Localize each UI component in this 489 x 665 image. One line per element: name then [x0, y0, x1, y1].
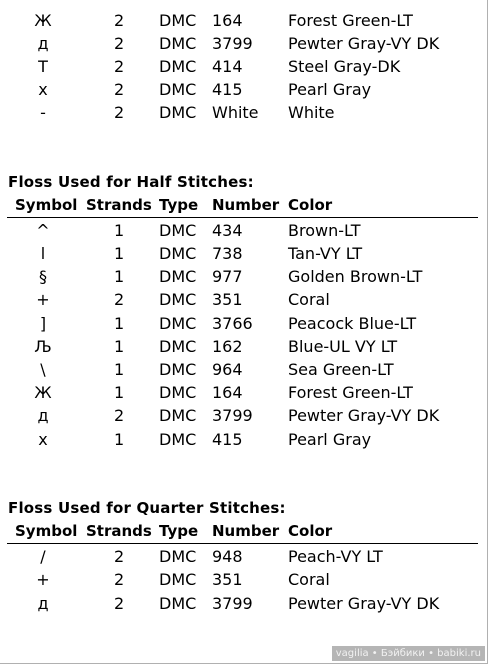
type-cell: DMC	[159, 221, 197, 240]
header-symbol: Symbol	[15, 196, 78, 214]
number-cell: 3799	[212, 594, 253, 613]
color-cell: Forest Green-LT	[288, 11, 413, 30]
symbol-cell: д	[37, 594, 49, 613]
table-row	[0, 312, 489, 335]
symbol-cell: +	[36, 570, 50, 589]
number-cell: 3799	[212, 406, 253, 425]
symbol-cell: -	[40, 103, 46, 122]
color-cell: Tan-VY LT	[288, 244, 363, 263]
table-row	[0, 545, 489, 568]
header-symbol: Symbol	[15, 522, 78, 540]
number-cell: 3766	[212, 314, 253, 333]
table-row	[0, 101, 489, 124]
type-cell: DMC	[159, 57, 197, 76]
color-cell: Steel Gray-DK	[288, 57, 401, 76]
strands-cell: 2	[114, 290, 125, 309]
strands-cell: 1	[114, 337, 125, 356]
symbol-cell: Ж	[34, 11, 52, 30]
number-cell: 414	[212, 57, 243, 76]
number-cell: 434	[212, 221, 243, 240]
color-cell: Pewter Gray-VY DK	[288, 406, 440, 425]
strands-cell: 1	[114, 430, 125, 449]
strands-cell: 2	[114, 406, 125, 425]
type-cell: DMC	[159, 430, 197, 449]
section-title: Floss Used for Half Stitches:	[8, 173, 254, 191]
color-cell: Blue-UL VY LT	[288, 337, 398, 356]
symbol-cell: д	[37, 406, 49, 425]
strands-cell: 2	[114, 103, 125, 122]
table-header	[0, 194, 489, 216]
strands-cell: 1	[114, 360, 125, 379]
symbol-cell: ^	[36, 221, 50, 240]
strands-cell: 2	[114, 570, 125, 589]
type-cell: DMC	[159, 244, 197, 263]
header-type: Type	[159, 522, 199, 540]
table-row	[0, 9, 489, 32]
symbol-cell: x	[38, 430, 48, 449]
symbol-cell: Љ	[34, 337, 52, 356]
strands-cell: 2	[114, 11, 125, 30]
strands-cell: 2	[114, 34, 125, 53]
type-cell: DMC	[159, 290, 197, 309]
symbol-cell: x	[38, 80, 48, 99]
symbol-cell: §	[39, 267, 47, 286]
header-color: Color	[288, 196, 333, 214]
table-row	[0, 32, 489, 55]
number-cell: 415	[212, 80, 243, 99]
header-type: Type	[159, 196, 199, 214]
number-cell: White	[212, 103, 259, 122]
header-strands: Strands	[86, 196, 152, 214]
symbol-cell: l	[40, 244, 46, 263]
color-cell: Coral	[288, 570, 330, 589]
strands-cell: 2	[114, 594, 125, 613]
type-cell: DMC	[159, 267, 197, 286]
table-row	[0, 78, 489, 101]
strands-cell: 2	[114, 57, 125, 76]
number-cell: 164	[212, 383, 243, 402]
number-cell: 948	[212, 547, 243, 566]
strands-cell: 1	[114, 244, 125, 263]
number-cell: 415	[212, 430, 243, 449]
type-cell: DMC	[159, 594, 197, 613]
header-number: Number	[212, 522, 280, 540]
color-cell: White	[288, 103, 335, 122]
number-cell: 351	[212, 570, 243, 589]
section-title: Floss Used for Quarter Stitches:	[8, 499, 286, 517]
table-row	[0, 242, 489, 265]
table-row	[0, 288, 489, 311]
type-cell: DMC	[159, 337, 197, 356]
symbol-cell: \	[40, 360, 46, 379]
table-row	[0, 55, 489, 78]
color-cell: Forest Green-LT	[288, 383, 413, 402]
color-cell: Peach-VY LT	[288, 547, 383, 566]
type-cell: DMC	[159, 383, 197, 402]
symbol-cell: +	[36, 290, 50, 309]
symbol-cell: ]	[39, 314, 47, 333]
table-header	[0, 520, 489, 542]
type-cell: DMC	[159, 80, 197, 99]
strands-cell: 1	[114, 314, 125, 333]
color-cell: Peacock Blue-LT	[288, 314, 417, 333]
color-cell: Coral	[288, 290, 330, 309]
table-row	[0, 428, 489, 451]
number-cell: 3799	[212, 34, 253, 53]
symbol-cell: /	[40, 547, 46, 566]
symbol-cell: Ж	[34, 383, 52, 402]
number-cell: 162	[212, 337, 243, 356]
color-cell: Pewter Gray-VY DK	[288, 34, 440, 53]
header-number: Number	[212, 196, 280, 214]
table-row	[0, 592, 489, 615]
strands-cell: 1	[114, 383, 125, 402]
table-row	[0, 358, 489, 381]
color-cell: Golden Brown-LT	[288, 267, 423, 286]
header-strands: Strands	[86, 522, 152, 540]
number-cell: 738	[212, 244, 243, 263]
number-cell: 964	[212, 360, 243, 379]
header-divider	[7, 543, 478, 544]
number-cell: 164	[212, 11, 243, 30]
type-cell: DMC	[159, 570, 197, 589]
strands-cell: 1	[114, 267, 125, 286]
number-cell: 977	[212, 267, 243, 286]
strands-cell: 1	[114, 221, 125, 240]
type-cell: DMC	[159, 547, 197, 566]
table-row	[0, 219, 489, 242]
color-cell: Pewter Gray-VY DK	[288, 594, 440, 613]
table-row	[0, 335, 489, 358]
type-cell: DMC	[159, 11, 197, 30]
color-cell: Pearl Gray	[288, 80, 372, 99]
watermark: vagilia • Бэйбики • babiki.ru	[332, 646, 485, 661]
strands-cell: 2	[114, 80, 125, 99]
type-cell: DMC	[159, 34, 197, 53]
header-divider	[7, 217, 478, 218]
type-cell: DMC	[159, 406, 197, 425]
header-color: Color	[288, 522, 333, 540]
table-row	[0, 404, 489, 427]
table-row	[0, 265, 489, 288]
type-cell: DMC	[159, 314, 197, 333]
strands-cell: 2	[114, 547, 125, 566]
type-cell: DMC	[159, 360, 197, 379]
table-row	[0, 381, 489, 404]
color-cell: Sea Green-LT	[288, 360, 394, 379]
symbol-cell: д	[37, 34, 49, 53]
color-cell: Pearl Gray	[288, 430, 372, 449]
symbol-cell: Т	[38, 57, 48, 76]
color-cell: Brown-LT	[288, 221, 361, 240]
table-row	[0, 568, 489, 591]
number-cell: 351	[212, 290, 243, 309]
type-cell: DMC	[159, 103, 197, 122]
